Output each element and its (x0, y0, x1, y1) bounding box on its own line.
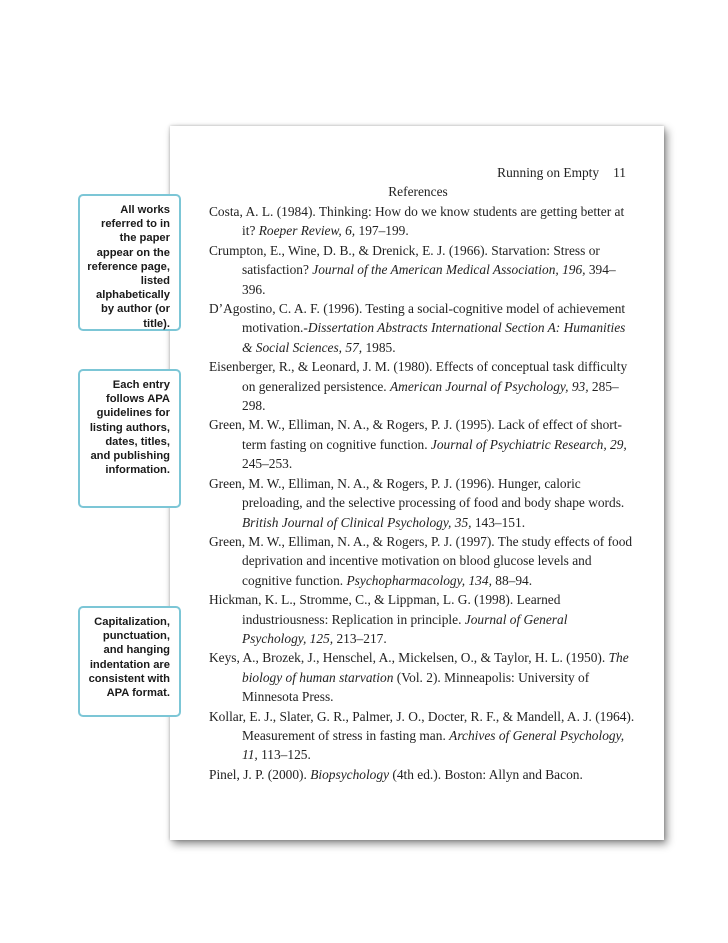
reference-entry: Keys, A., Brozek, J., Henschel, A., Mickelsen, O., & Taylor, H. L. (1950). The biology of human starvation (Vol. 2). Minneapolis: University of Minnesota Press. (209, 650, 629, 705)
annotation-callout-apa-guidelines: Each entry follows APA guidelines for listing authors, dates, titles, and publishing information. (78, 369, 181, 508)
reference-entry: Green, M. W., Elliman, N. A., & Rogers, P. J. (1996). Hunger, caloric preloading, and the selective processing of food and body shape words. British Journal of Clinical Psychology, 35, 143–151. (209, 475, 625, 530)
reference-entry: D’Agostino, C. A. F. (1996). Testing a social-cognitive model of achievement motivation.-Dissertation Abstracts International Section A: Humanities & Social Sciences, 57, 1985. (209, 301, 626, 355)
annotation-callout-alphabetical: All works referred to in the paper appear on the reference page, listed alphabetically by author (or title). (78, 194, 181, 331)
reference-list (209, 202, 635, 784)
reference-entry: Hickman, K. L., Stromme, C., & Lippman, L. G. (1998). Learned industriousness: Replication in principle. Journal of General Psychology, 125, 213–217. (209, 592, 568, 646)
reference-entry: Eisenberger, R., & Leonard, J. M. (1980). Effects of conceptual task difficulty on generalized persistence. American Journal of Psychology, 93, 285–298. (209, 359, 628, 414)
references-heading: References (388, 184, 448, 199)
reference-entry: Green, M. W., Elliman, N. A., & Rogers, P. J. (1997). The study effects of food deprivation and incentive motivation on blood glucose levels and cognitive function. Psychopharmacology, 134, 88–94. (209, 533, 633, 588)
reference-entry: Pinel, J. P. (2000). Biopsychology (4th ed.). Boston: Allyn and Bacon. (209, 766, 583, 782)
running-head (497, 165, 626, 181)
reference-entry: Crumpton, E., Wine, D. B., & Drenick, E. J. (1966). Starvation: Stress or satisfaction? Journal of the American Medical Association, 196, 394–396. (209, 242, 616, 297)
page-number: 11 (613, 165, 626, 180)
annotation-callout-formatting: Capitalization, punctuation, and hanging indentation are consistent with APA format. (78, 606, 181, 717)
running-head-title: Running on Empty (497, 165, 600, 180)
reference-entry: Costa, A. L. (1984). Thinking: How do we know students are getting better at it? Roeper Review, 6, 197–199. (209, 204, 625, 239)
reference-entry: Kollar, E. J., Slater, G. R., Palmer, J. O., Docter, R. F., & Mandell, A. J. (1964). Measurement of stress in fasting man. Archives of General Psychology, 11, 113–125. (209, 708, 635, 763)
reference-entry: Green, M. W., Elliman, N. A., & Rogers, P. J. (1995). Lack of effect of short-term fasting on cognitive function. Journal of Psychiatric Research, 29, 245–253. (209, 417, 627, 472)
